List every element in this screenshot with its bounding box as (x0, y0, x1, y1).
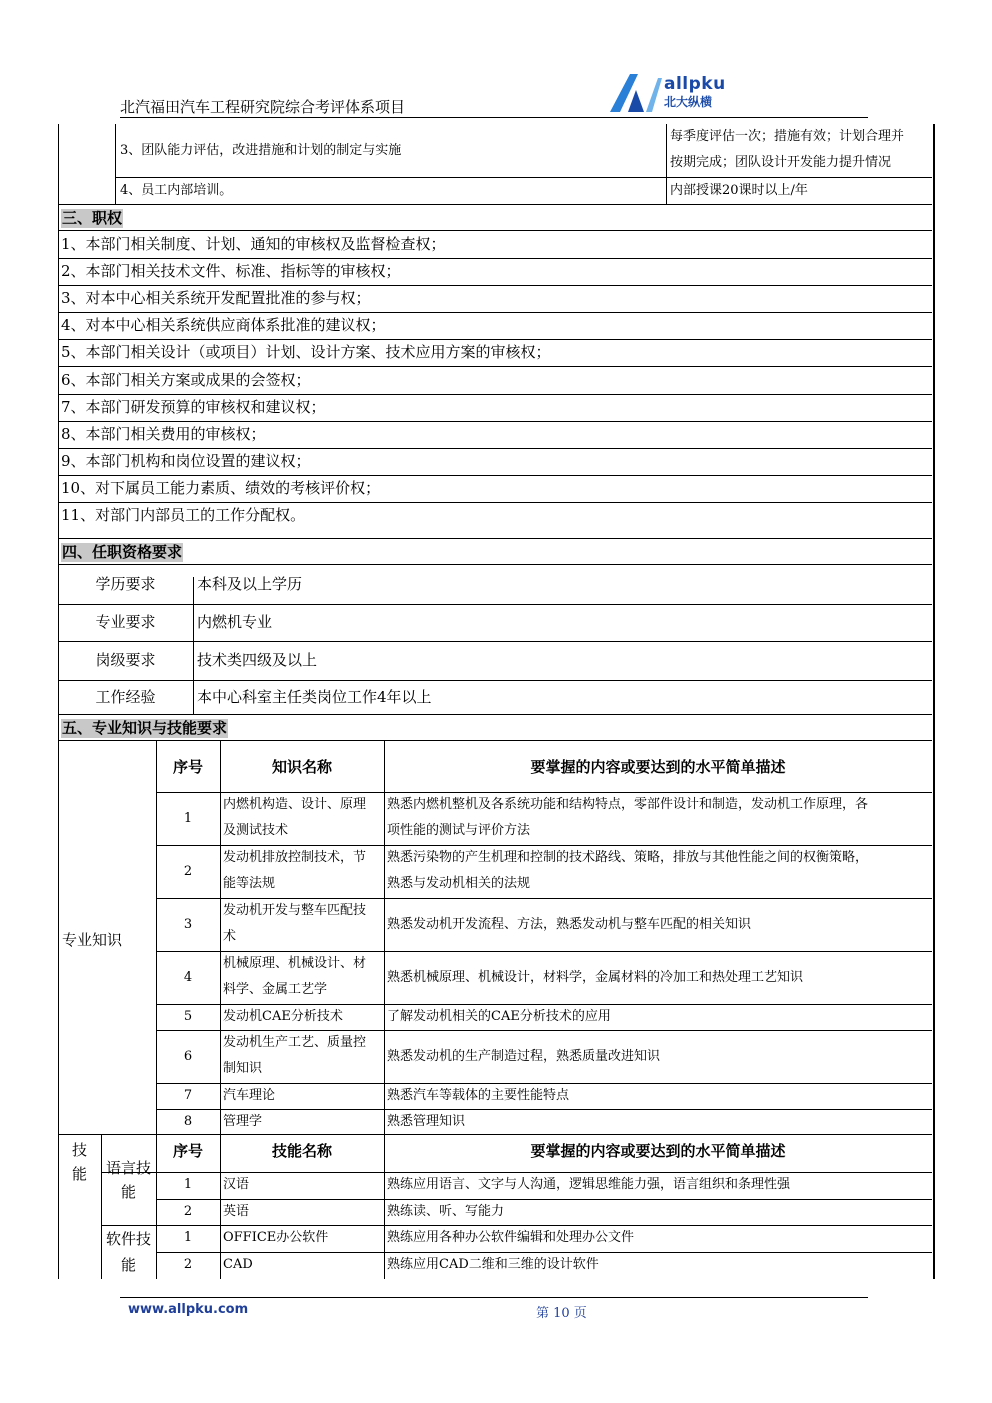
qualification-label: 工作经验 (95, 688, 156, 706)
knowledge-description: 熟悉发动机的生产制造过程，熟悉质量改进知识 (387, 1049, 661, 1064)
standard-text: 按期完成；团队设计开发能力提升情况 (670, 155, 892, 170)
knowledge-label: 专业知识 (62, 931, 123, 949)
divider (193, 577, 194, 714)
task-text: 4、员工内部培训。 (120, 183, 233, 198)
knowledge-description: 熟悉管理知识 (387, 1114, 466, 1129)
divider (115, 124, 116, 204)
knowledge-description: 熟悉机械原理、机械设计，材料学，金属材料的冷加工和热处理工艺知识 (387, 970, 804, 985)
knowledge-name: 发动机开发与整车匹配技 (223, 903, 367, 918)
logo-mark-icon (606, 72, 664, 114)
skill-label: 能 (71, 1165, 87, 1183)
header-no: 序号 (172, 1142, 203, 1160)
divider (58, 502, 932, 503)
authority-item: 7、本部门研发预算的审核权和建议权； (61, 397, 326, 416)
header-description: 要掌握的内容或要达到的水平简单描述 (530, 758, 786, 776)
footer-rule (120, 1297, 868, 1298)
authority-item: 6、本部门相关方案或成果的会签权； (61, 370, 311, 389)
divider (58, 258, 932, 259)
qualification-label: 专业要求 (95, 613, 156, 631)
knowledge-name: 制知识 (223, 1061, 263, 1076)
knowledge-name: 发动机排放控制技术，节 (223, 850, 367, 865)
authority-item: 2、本部门相关技术文件、标准、指标等的审核权； (61, 262, 401, 281)
authority-item: 3、对本中心相关系统开发配置批准的参与权； (61, 289, 371, 308)
section-heading (58, 204, 932, 231)
software-skill-label: 软件技 (105, 1230, 151, 1248)
skill-label: 技 (71, 1141, 87, 1159)
skill-name: 英语 (223, 1204, 250, 1219)
knowledge-description: 熟悉发动机开发流程、方法，熟悉发动机与整车匹配的相关知识 (387, 917, 752, 932)
knowledge-name: 及测试技术 (223, 823, 289, 838)
knowledge-description: 了解发动机相关的CAE分析技术的应用 (387, 1009, 611, 1024)
authority-item: 8、本部门相关费用的审核权； (61, 424, 266, 443)
skill-no: 1 (183, 1230, 193, 1245)
allpku-logo (606, 72, 726, 114)
footer-url[interactable]: www.allpku.com (128, 1302, 249, 1317)
authority-item: 9、本部门机构和岗位设置的建议权； (61, 451, 311, 470)
knowledge-no: 8 (183, 1114, 193, 1129)
document-header-title: 北汽福田汽车工程研究院综合考评体系项目 (120, 98, 406, 116)
skill-no: 2 (183, 1204, 193, 1219)
knowledge-name: 术 (223, 929, 237, 944)
task-text: 3、团队能力评估，改进措施和计划的制定与实施 (120, 143, 402, 158)
skill-no: 2 (183, 1257, 193, 1272)
standard-text: 每季度评估一次；措施有效；计划合理并 (670, 129, 905, 144)
skill-name: 汉语 (223, 1177, 250, 1192)
job-description-table (58, 124, 934, 1281)
divider (58, 312, 932, 313)
section-heading (58, 538, 932, 565)
knowledge-description: 熟悉与发动机相关的法规 (387, 876, 531, 891)
knowledge-no: 2 (183, 864, 193, 879)
authority-item: 5、本部门相关设计（或项目）计划、设计方案、技术应用方案的审核权； (61, 343, 551, 362)
section-title: 三、职权 (62, 209, 123, 227)
skill-name: CAD (223, 1257, 253, 1272)
divider (220, 741, 221, 1134)
knowledge-no: 7 (183, 1088, 193, 1103)
knowledge-no: 4 (183, 970, 193, 985)
logo-cn-text: 北大纵横 (664, 95, 713, 109)
logo-text: allpku (664, 74, 726, 94)
divider (58, 641, 932, 642)
divider (58, 366, 932, 367)
knowledge-description: 熟悉污染物的产生机理和控制的技术路线、策略，排放与其他性能之间的权衡策略， (387, 850, 869, 865)
knowledge-name: 内燃机构造、设计、原理 (223, 797, 367, 812)
header-skill-name: 技能名称 (271, 1142, 332, 1160)
knowledge-name: 料学、金属工艺学 (223, 982, 328, 997)
divider (58, 448, 932, 449)
knowledge-name: 发动机生产工艺、质量控 (223, 1035, 367, 1050)
divider (58, 394, 932, 395)
authority-item: 1、本部门相关制度、计划、通知的审核权及监督检查权； (61, 235, 446, 253)
knowledge-description: 熟悉汽车等载体的主要性能特点 (387, 1088, 570, 1103)
knowledge-name: 汽车理论 (223, 1088, 276, 1103)
section-title: 四、任职资格要求 (62, 543, 183, 561)
language-skill-label: 能 (120, 1183, 136, 1201)
skill-description: 熟练应用各种办公软件编辑和处理办公文件 (387, 1230, 635, 1245)
qualification-label: 岗级要求 (95, 651, 156, 669)
knowledge-name: 发动机CAE分析技术 (223, 1009, 343, 1024)
qualification-value: 技术类四级及以上 (197, 651, 318, 669)
header-no: 序号 (172, 758, 203, 776)
authority-item: 11、对部门内部员工的工作分配权。 (61, 506, 306, 524)
qualification-value: 内燃机专业 (197, 613, 273, 631)
knowledge-no: 1 (183, 811, 193, 826)
qualification-value: 本中心科室主任类岗位工作4年以上 (197, 688, 432, 706)
header-rule (120, 117, 868, 118)
authority-item: 4、对本中心相关系统供应商体系批准的建议权； (61, 316, 386, 335)
divider (58, 421, 932, 422)
standard-text: 内部授课20课时以上/年 (670, 183, 808, 198)
skill-description: 熟练应用语言、文字与人沟通，逻辑思维能力强，语言组织和条理性强 (387, 1177, 791, 1192)
qualification-value: 本科及以上学历 (197, 575, 303, 593)
knowledge-description: 熟悉内燃机整机及各系统功能和结构特点，零部件设计和制造，发动机工作原理，各 (387, 797, 869, 812)
skill-description: 熟练读、听、写能力 (387, 1204, 505, 1219)
software-skill-label: 能 (120, 1256, 136, 1274)
skill-name: OFFICE办公软件 (223, 1230, 329, 1245)
section-heading (58, 714, 932, 741)
page-number: 第 10 页 (536, 1306, 587, 1321)
divider (666, 124, 667, 204)
divider (384, 741, 385, 1134)
knowledge-no: 5 (183, 1009, 193, 1024)
section-title: 五、专业知识与技能要求 (62, 719, 228, 737)
knowledge-no: 3 (183, 917, 193, 932)
knowledge-name: 机械原理、机械设计、材 (223, 956, 367, 971)
divider (58, 475, 932, 476)
divider (58, 604, 932, 605)
divider (58, 1134, 932, 1135)
divider (58, 285, 932, 286)
header-knowledge-name: 知识名称 (271, 758, 332, 776)
skill-description: 熟练应用CAD二维和三维的设计软件 (387, 1257, 599, 1272)
authority-item: 10、对下属员工能力素质、绩效的考核评价权； (61, 478, 381, 497)
knowledge-no: 6 (183, 1049, 193, 1064)
knowledge-name: 能等法规 (223, 876, 276, 891)
language-skill-label: 语言技 (105, 1159, 151, 1177)
qualification-label: 学历要求 (95, 575, 156, 593)
skill-no: 1 (183, 1177, 193, 1192)
divider (58, 680, 932, 681)
header-description: 要掌握的内容或要达到的水平简单描述 (530, 1142, 786, 1160)
knowledge-description: 项性能的测试与评价方法 (387, 823, 531, 838)
divider (58, 339, 932, 340)
knowledge-name: 管理学 (223, 1114, 263, 1129)
